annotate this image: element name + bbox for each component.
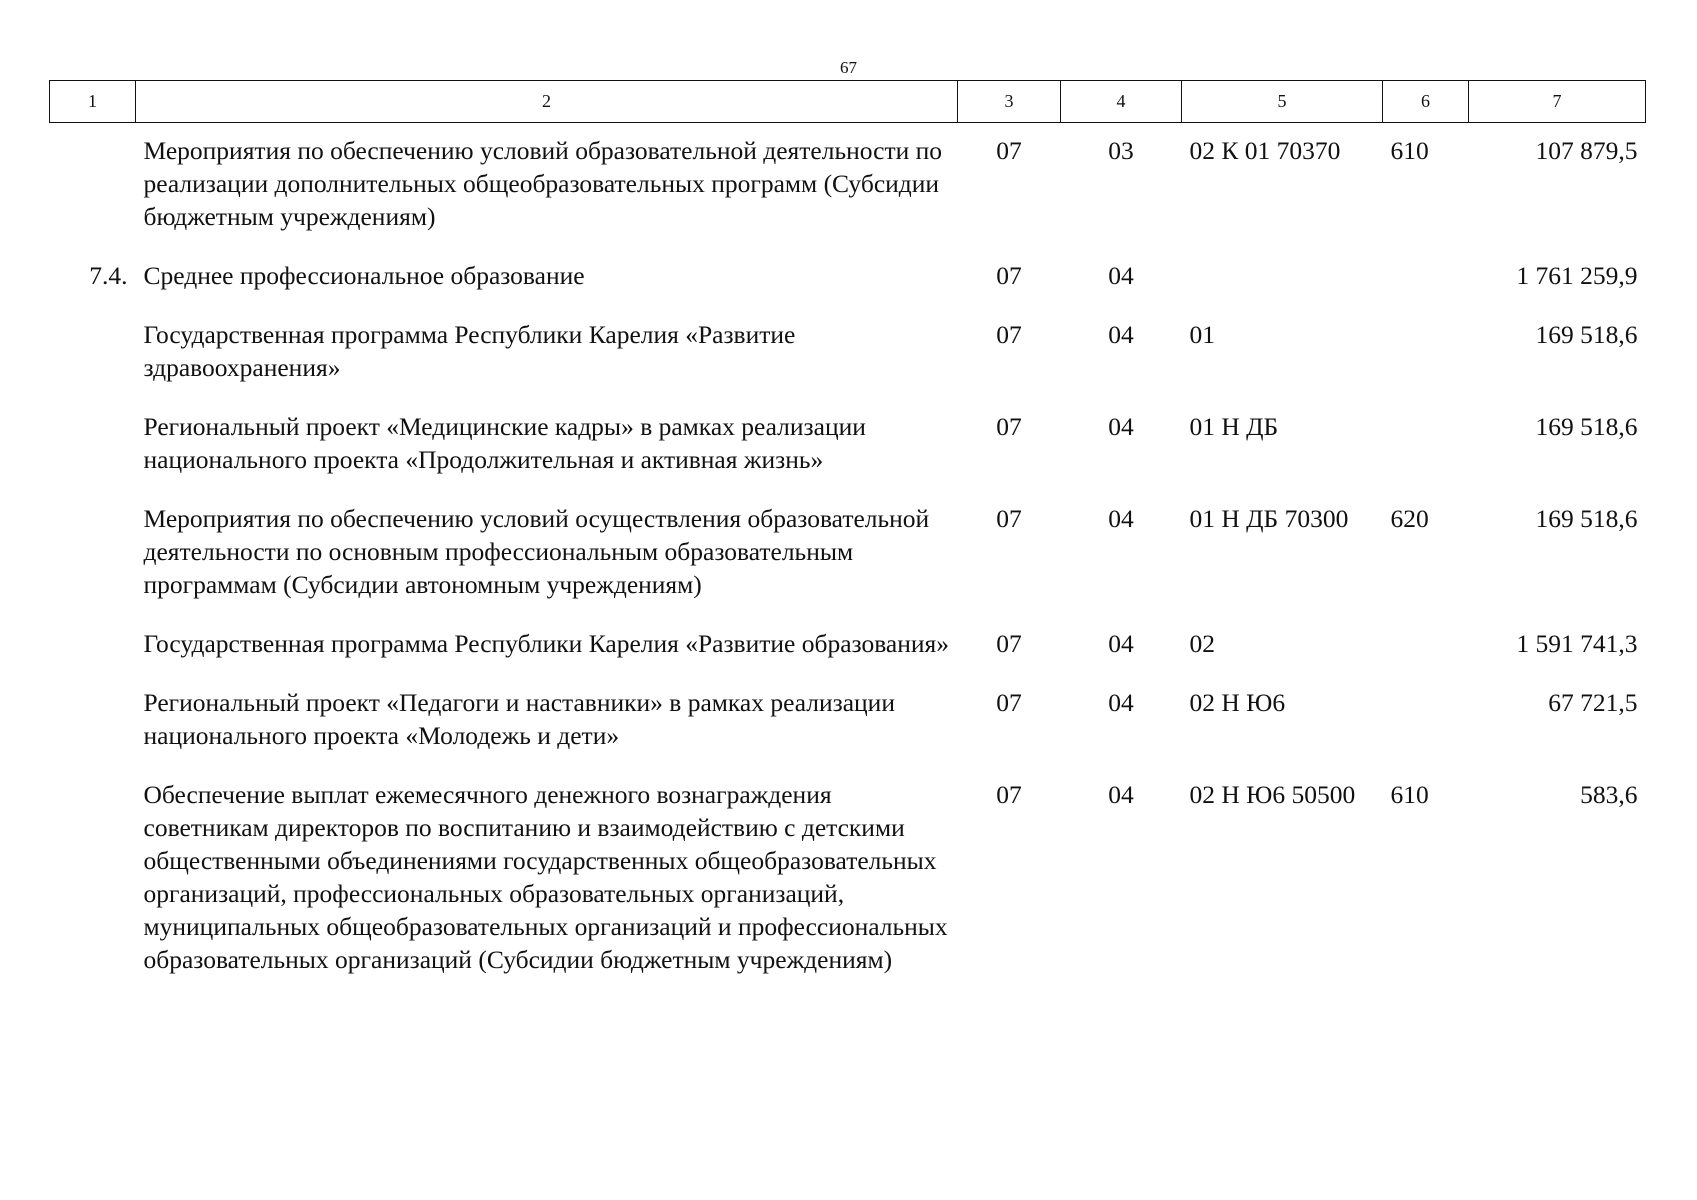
header-col-3: 3 — [958, 81, 1061, 123]
row-section: 07 — [996, 261, 1022, 290]
row-number — [50, 491, 136, 616]
row-amount: 169 518,6 — [1535, 320, 1638, 349]
row-name: Региональный проект «Педагоги и наставники» в рамках реализации национального проекта «Молодежь и дети» — [143, 688, 895, 750]
row-section: 07 — [996, 412, 1022, 441]
row-number — [50, 767, 136, 991]
table-row — [50, 491, 1646, 616]
row-target-code — [1182, 248, 1383, 307]
row-target-code: 02 Н Ю6 50500 — [1189, 780, 1356, 809]
row-expense-type — [1383, 675, 1469, 767]
row-number — [50, 307, 136, 399]
table-body — [50, 123, 1646, 992]
row-amount: 1 761 259,9 — [1516, 261, 1638, 290]
row-expense-type: 620 — [1390, 504, 1429, 533]
row-section: 07 — [996, 688, 1022, 717]
header-row — [50, 81, 1646, 123]
row-subsection: 04 — [1108, 412, 1134, 441]
row-subsection: 04 — [1108, 320, 1134, 349]
row-amount: 107 879,5 — [1535, 136, 1638, 165]
table-row — [50, 767, 1646, 991]
row-amount: 67 721,5 — [1548, 688, 1638, 717]
table-row — [50, 675, 1646, 767]
row-name: Государственная программа Республики Карелия «Развитие здравоохранения» — [143, 320, 796, 382]
row-expense-type: 610 — [1390, 780, 1429, 809]
row-target-code: 01 Н ДБ — [1189, 412, 1279, 441]
row-subsection: 04 — [1108, 688, 1134, 717]
header-col-5: 5 — [1182, 81, 1383, 123]
header-col-4: 4 — [1061, 81, 1182, 123]
table-row — [50, 248, 1646, 307]
row-expense-type: 610 — [1390, 136, 1429, 165]
row-target-code: 01 Н ДБ 70300 — [1189, 504, 1349, 533]
row-subsection: 04 — [1108, 504, 1134, 533]
budget-table — [49, 80, 1646, 991]
table-row — [50, 616, 1646, 675]
header-col-7: 7 — [1469, 81, 1646, 123]
row-section: 07 — [996, 136, 1022, 165]
row-expense-type — [1383, 616, 1469, 675]
row-name: Мероприятия по обеспечению условий образовательной деятельности по реализации дополнительных общеобразовательных программ (Субсидии бюджетным учреждениям) — [143, 136, 943, 231]
row-number — [50, 616, 136, 675]
row-number: 7.4. — [89, 261, 128, 290]
row-number — [50, 123, 136, 249]
row-subsection: 04 — [1108, 629, 1134, 658]
row-amount: 169 518,6 — [1535, 504, 1638, 533]
row-target-code: 01 — [1189, 320, 1215, 349]
row-amount: 1 591 741,3 — [1516, 629, 1638, 658]
row-name: Региональный проект «Медицинские кадры» в рамках реализации национального проекта «Продолжительная и активная жизнь» — [143, 412, 866, 474]
row-target-code: 02 К 01 70370 — [1189, 136, 1341, 165]
row-expense-type — [1383, 399, 1469, 491]
table-header — [50, 81, 1646, 123]
page-number: 67 — [840, 58, 857, 77]
header-col-6: 6 — [1383, 81, 1469, 123]
row-name: Среднее профессиональное образование — [143, 261, 585, 290]
row-expense-type — [1383, 307, 1469, 399]
row-name: Государственная программа Республики Карелия «Развитие образования» — [143, 629, 949, 658]
row-section: 07 — [996, 629, 1022, 658]
row-expense-type — [1383, 248, 1469, 307]
row-amount: 583,6 — [1580, 780, 1638, 809]
row-subsection: 03 — [1108, 136, 1134, 165]
row-subsection: 04 — [1108, 261, 1134, 290]
row-section: 07 — [996, 320, 1022, 349]
table-row — [50, 399, 1646, 491]
row-subsection: 04 — [1108, 780, 1134, 809]
header-col-1: 1 — [50, 81, 136, 123]
row-amount: 169 518,6 — [1535, 412, 1638, 441]
row-number — [50, 399, 136, 491]
row-target-code: 02 — [1189, 629, 1215, 658]
row-section: 07 — [996, 504, 1022, 533]
row-number — [50, 675, 136, 767]
table-row — [50, 123, 1646, 249]
row-section: 07 — [996, 780, 1022, 809]
row-target-code: 02 Н Ю6 — [1189, 688, 1286, 717]
table-row — [50, 307, 1646, 399]
row-name: Мероприятия по обеспечению условий осуществления образовательной деятельности по основным профессиональным образовательным программам (Субсидии автономным учреждениям) — [143, 504, 930, 599]
header-col-2: 2 — [136, 81, 958, 123]
row-name: Обеспечение выплат ежемесячного денежного вознаграждения советникам директоров по воспитанию и взаимодействию с детскими общественными объединениями государственных общеобразовательных организаций, профессиональных образовательных организаций, муниципальных общеобразовательных организаций и профессиональных образовательных организаций (Субсидии бюджетным учреждениям) — [143, 780, 948, 974]
